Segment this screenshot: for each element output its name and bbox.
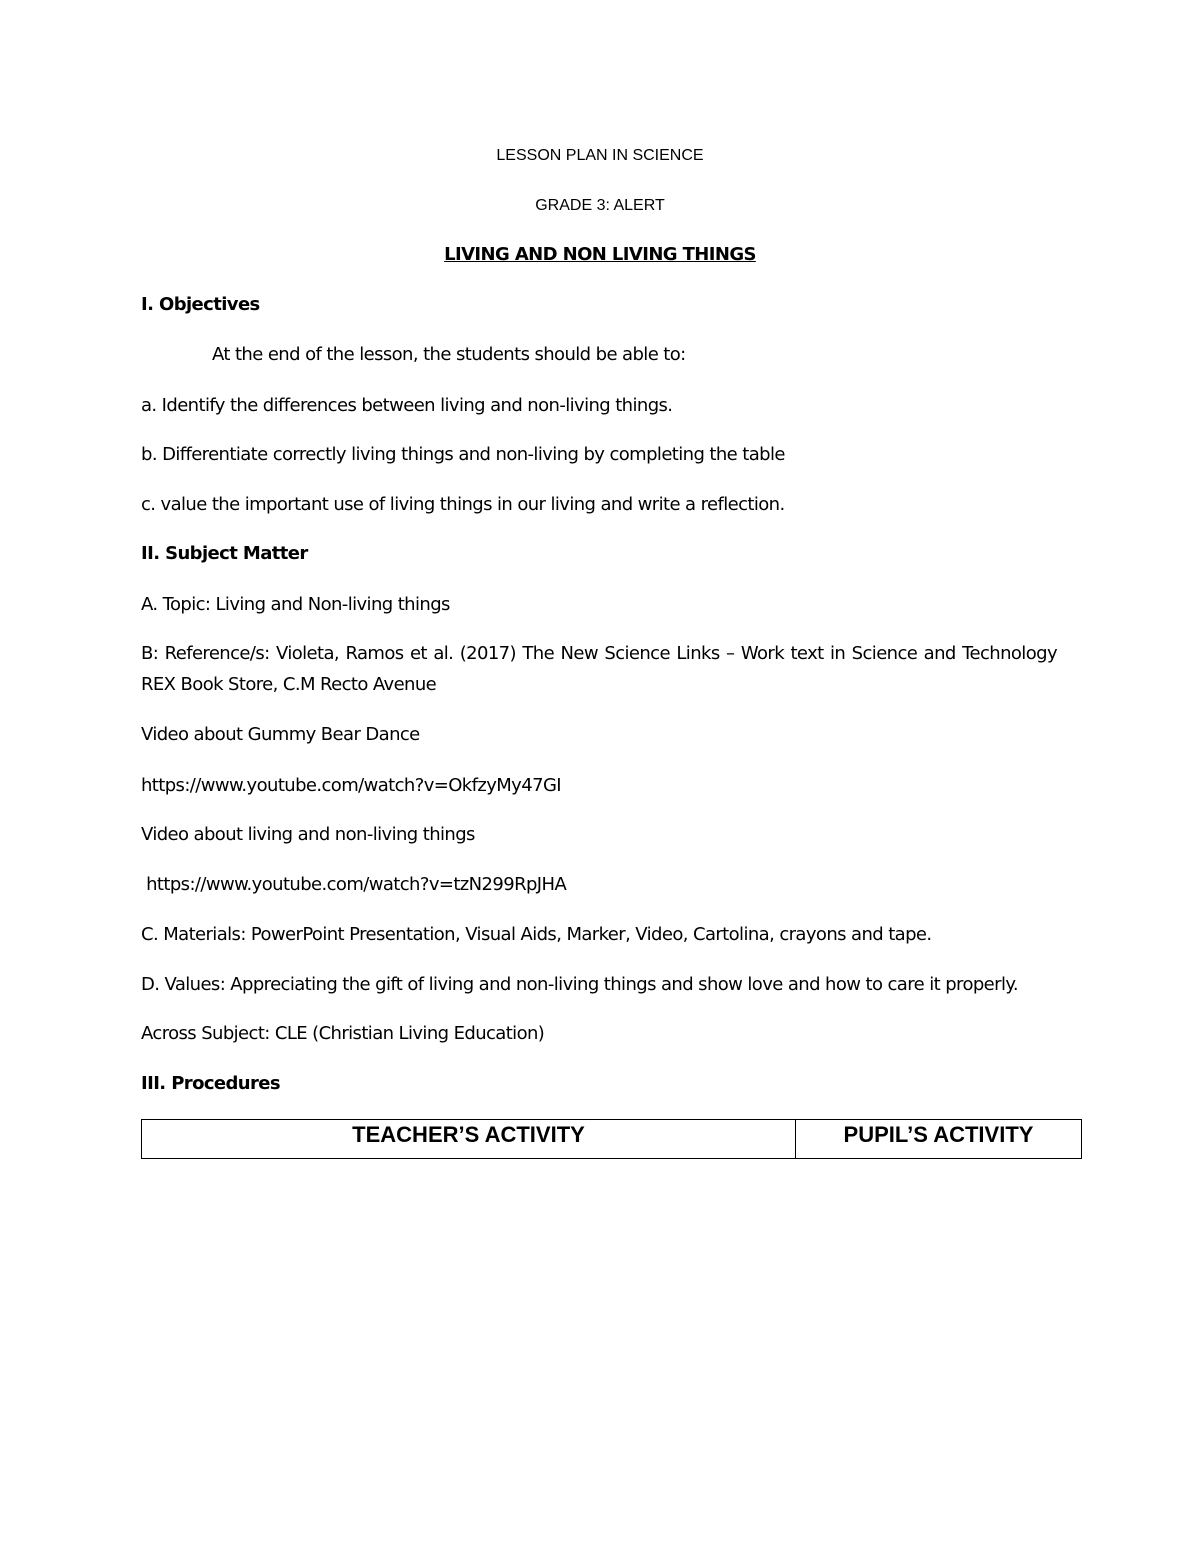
video-1-label: Video about Gummy Bear Dance bbox=[141, 724, 420, 745]
video-1-url[interactable]: https://www.youtube.com/watch?v=OkfzyMy47GI bbox=[141, 775, 561, 796]
subject-materials: C. Materials: PowerPoint Presentation, Visual Aids, Marker, Video, Cartolina, crayons and tape. bbox=[141, 924, 932, 945]
subject-reference: B: Reference/s: Violeta, Ramos et al. (2017) The New Science Links – Work text in Science and Technology REX Book Store, C.M Recto Avenue bbox=[141, 643, 1057, 695]
procedures-heading: III. Procedures bbox=[141, 1073, 281, 1094]
subject-topic: A. Topic: Living and Non-living things bbox=[141, 594, 450, 615]
procedures-table-header-row bbox=[142, 1120, 1082, 1159]
pupil-activity-header: PUPIL’S ACTIVITY bbox=[796, 1120, 1082, 1159]
video-2-url[interactable]: https://www.youtube.com/watch?v=tzN299RpJHA bbox=[141, 874, 567, 895]
doc-title-line-2: GRADE 3: ALERT bbox=[535, 197, 665, 214]
across-subject: Across Subject: CLE (Christian Living Education) bbox=[141, 1023, 545, 1044]
video-2-label: Video about living and non-living things bbox=[141, 824, 475, 845]
subject-values: D. Values: Appreciating the gift of living and non-living things and show love and how to care it properly. bbox=[141, 974, 1018, 995]
subject-matter-heading: II. Subject Matter bbox=[141, 543, 308, 564]
teacher-activity-header: TEACHER’S ACTIVITY bbox=[142, 1120, 796, 1159]
objective-item-a: a. Identify the differences between living and non-living things. bbox=[141, 395, 673, 416]
objectives-heading: I. Objectives bbox=[141, 294, 260, 315]
objective-item-b: b. Differentiate correctly living things and non-living by completing the table bbox=[141, 444, 785, 465]
procedures-table bbox=[141, 1119, 1082, 1159]
doc-title-line-1: LESSON PLAN IN SCIENCE bbox=[496, 147, 704, 164]
objectives-intro: At the end of the lesson, the students should be able to: bbox=[212, 344, 686, 365]
lesson-topic-title: LIVING AND NON LIVING THINGS bbox=[444, 244, 756, 265]
objective-item-c: c. value the important use of living things in our living and write a reflection. bbox=[141, 494, 785, 515]
